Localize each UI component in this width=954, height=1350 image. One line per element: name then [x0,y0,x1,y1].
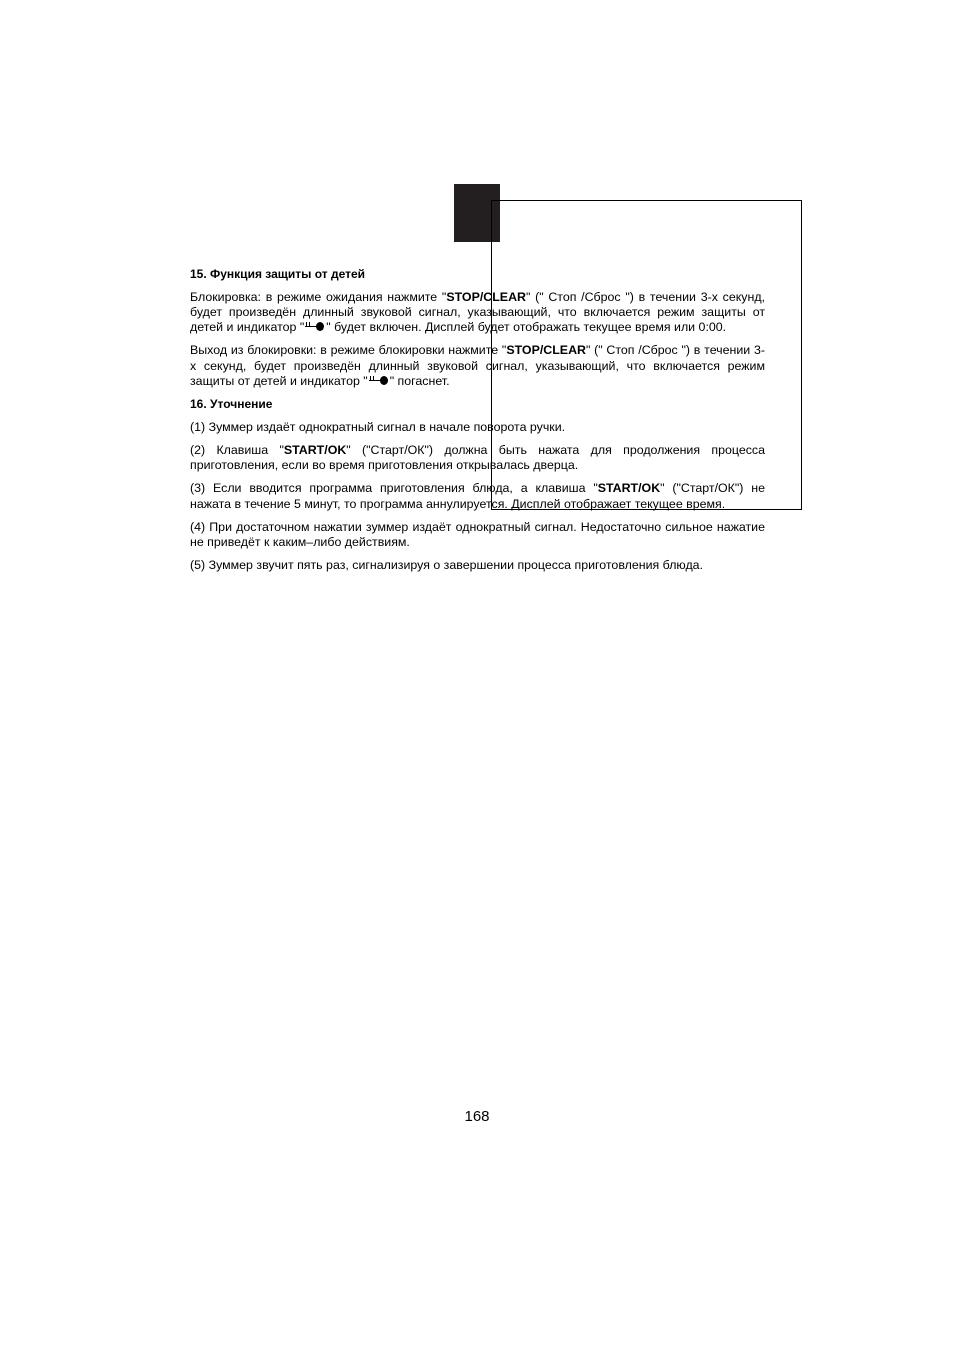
text-run: " будет включен. Дисплей будет отображать текущее время или 0:00. [326,320,727,335]
document-body [190,267,765,582]
start-ok-key-label: START/OK [597,481,661,496]
text-run: Выход из блокировки: в режиме блокировки нажмите " [190,343,507,358]
text-run: (2) Клавиша " [190,442,284,457]
text-run: (3) Если вводится программа приготовления блюда, а клавиша " [190,481,598,496]
child-lock-icon [304,321,326,332]
stop-clear-key-label: STOP/CLEAR [446,289,526,304]
section-15-title: 15. Функция защиты от детей [190,267,366,281]
text-run: " (" Стоп /Сброс ") в течении 3-х секунд, будет произведён длинный звуковой сигнал, указывающий, что включается режим защиты от детей и индикатор " [190,343,765,389]
text-run: " ("Старт/ОК") должна быть нажата для продолжения процесса приготовления, если во время приготовления открывалась дверца. [190,442,765,473]
text-run: " ("Старт/ОК") не нажата в течение 5 минут, то программа аннулируется. Дисплей отображает текущее время. [190,481,765,511]
section-16-item-5: (5) Зуммер звучит пять раз, сигнализируя о завершении процесса приготовления блюда. [190,558,704,573]
stop-clear-key-label: STOP/CLEAR [506,343,586,358]
start-ok-key-label: START/OK [283,442,347,457]
section-15-unlock-paragraph [190,343,765,389]
child-lock-icon [368,375,390,386]
section-16-title: 16. Уточнение [190,397,273,412]
text-run: " погаснет. [389,374,450,389]
text-run: " (" Стоп /Сброс ") в течении 3-х секунд, будет произведён длинный звуковой сигнал, указывающий, что включается режим защиты от детей и индикатор " [190,289,765,335]
section-15-lock-paragraph [190,290,765,336]
section-16-item-2 [190,443,765,474]
section-16-item-3 [190,481,765,512]
section-16-item-1: (1) Зуммер издаёт однократный сигнал в начале поворота ручки. [190,419,566,434]
dark-tab-marker [454,184,500,242]
page-number: 168 [464,1108,490,1125]
text-run: Блокировка: в режиме ожидания нажмите " [190,289,447,304]
section-16-item-4: (4) При достаточном нажатии зуммер издаёт однократный сигнал. Недостаточно сильное нажатие не приведёт к каким–либо действиям. [190,519,765,550]
